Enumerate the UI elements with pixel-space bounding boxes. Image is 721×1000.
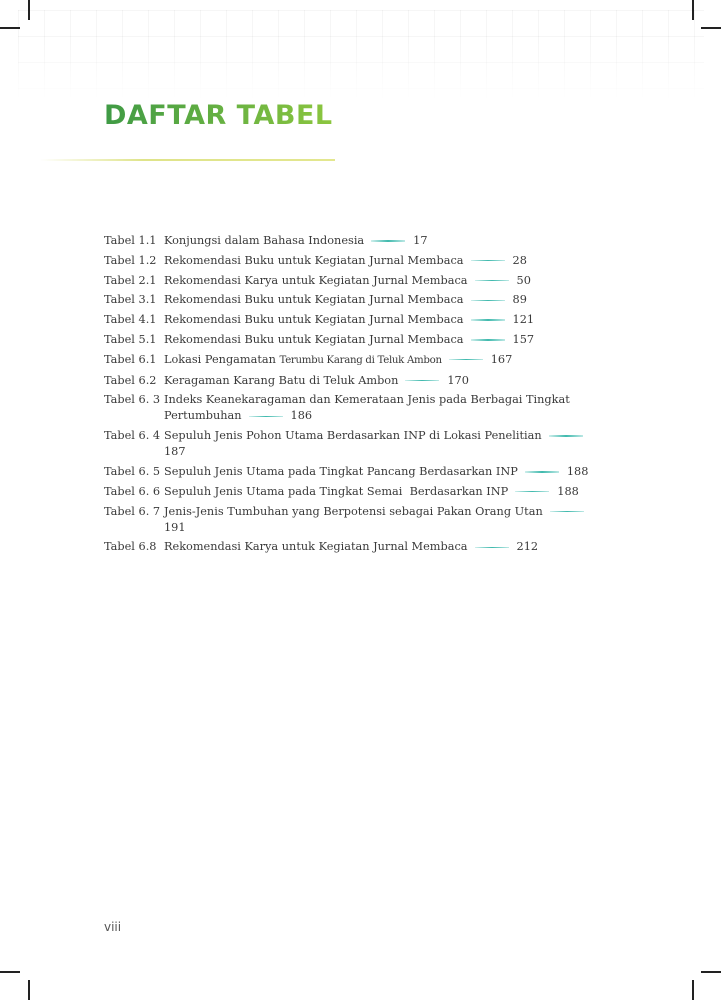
page-ref: 17 [413, 234, 428, 247]
table-number: Tabel 4.1 [104, 313, 157, 327]
table-caption [164, 392, 604, 424]
crop-mark-bottom-right-horizontal [701, 971, 721, 973]
table-number: Tabel 1.1 [104, 234, 157, 247]
list-item[interactable] [104, 312, 604, 328]
list-item[interactable] [104, 332, 604, 348]
table-caption [164, 484, 604, 500]
list-item[interactable] [104, 292, 604, 308]
page-ref: 188 [557, 484, 579, 498]
page-ref: 50 [516, 273, 531, 287]
table-number: Tabel 1.2 [104, 253, 157, 267]
crop-mark-bottom-right-vertical [692, 980, 694, 1000]
caption-text: Rekomendasi Buku untuk Kegiatan Jurnal Membaca [164, 332, 464, 346]
caption-text: Sepuluh Jenis Utama pada Tingkat Semai Berdasarkan INP [164, 484, 509, 498]
leader-line [371, 240, 405, 241]
table-number: Tabel 6. 4 [104, 429, 161, 443]
crop-mark-top-right-horizontal [701, 27, 721, 29]
table-number: Tabel 6. 6 [104, 484, 161, 498]
table-caption [164, 352, 604, 369]
leader-line [549, 435, 583, 436]
list-item[interactable] [104, 273, 604, 289]
caption-text: Rekomendasi Karya untuk Kegiatan Jurnal Membaca [164, 540, 468, 554]
decorative-grid-header [18, 10, 704, 100]
caption-text-line2: Pertumbuhan [164, 409, 242, 423]
page-ref: 187 [164, 445, 186, 459]
leader-line [525, 471, 559, 472]
caption-text: Indeks Keanekaragaman dan Kemerataan Jenis pada Berbagai Tingkat [164, 393, 570, 407]
list-item[interactable] [104, 539, 604, 555]
table-number: Tabel 6. 3 [104, 393, 161, 407]
leader-line [449, 359, 483, 360]
table-of-tables-list [104, 233, 604, 559]
list-item[interactable] [104, 373, 604, 389]
list-item[interactable] [104, 253, 604, 269]
table-number: Tabel 6. 5 [104, 464, 161, 478]
leader-line [475, 547, 509, 548]
title-underline [40, 159, 335, 161]
page-title: DAFTAR TABEL [104, 100, 333, 131]
crop-mark-bottom-left-horizontal [0, 971, 20, 973]
list-item[interactable] [104, 352, 604, 369]
table-caption [164, 428, 604, 460]
table-number: Tabel 6. 7 [104, 504, 161, 518]
list-item[interactable] [104, 484, 604, 500]
leader-line [405, 380, 439, 381]
caption-text: Lokasi Pengamatan [164, 352, 276, 366]
table-caption [164, 312, 604, 328]
crop-mark-top-left-horizontal [0, 27, 20, 29]
caption-text: Sepuluh Jenis Utama pada Tingkat Pancang Berdasarkan INP [164, 464, 518, 478]
table-caption [164, 539, 604, 555]
table-caption [164, 504, 604, 536]
list-item[interactable] [104, 233, 604, 249]
caption-text: Jenis-Jenis Tumbuhan yang Berpotensi sebagai Pakan Orang Utan [164, 504, 543, 518]
page-ref: 167 [490, 352, 513, 366]
page-ref: 212 [516, 540, 539, 554]
caption-text-condensed: Terumbu Karang di Teluk Ambon [279, 354, 442, 366]
caption-text: Rekomendasi Karya untuk Kegiatan Jurnal Membaca [164, 273, 468, 287]
table-caption [164, 233, 604, 249]
list-item[interactable] [104, 392, 604, 424]
table-number: Tabel 5.1 [104, 332, 157, 346]
caption-text: Sepuluh Jenis Pohon Utama Berdasarkan INP di Lokasi Penelitian [164, 429, 542, 443]
page-ref: 170 [447, 373, 469, 387]
page-ref: 188 [566, 464, 589, 478]
leader-line [471, 339, 505, 340]
table-number: Tabel 2.1 [104, 273, 157, 287]
caption-text: Konjungsi dalam Bahasa Indonesia [164, 234, 365, 247]
table-caption [164, 373, 604, 389]
crop-mark-bottom-left-vertical [28, 980, 30, 1000]
caption-text: Keragaman Karang Batu di Teluk Ambon [164, 373, 399, 387]
table-number: Tabel 6.8 [104, 540, 157, 554]
leader-line [515, 491, 549, 492]
page-ref: 191 [164, 520, 186, 534]
page-ref: 28 [512, 253, 527, 267]
table-caption [164, 273, 604, 289]
table-caption [164, 332, 604, 348]
caption-text: Rekomendasi Buku untuk Kegiatan Jurnal Membaca [164, 313, 464, 327]
leader-line [550, 511, 584, 512]
list-item[interactable] [104, 464, 604, 480]
leader-line [471, 319, 505, 320]
list-item[interactable] [104, 428, 604, 460]
page-number: viii [104, 920, 122, 934]
caption-text: Rekomendasi Buku untuk Kegiatan Jurnal Membaca [164, 293, 464, 307]
table-caption [164, 464, 604, 480]
page-ref: 186 [290, 409, 313, 423]
table-number: Tabel 6.1 [104, 352, 157, 366]
table-caption [164, 253, 604, 269]
page-ref: 157 [512, 332, 535, 346]
table-number: Tabel 6.2 [104, 373, 157, 387]
page-ref: 89 [512, 293, 527, 307]
page-ref: 121 [512, 313, 535, 327]
table-caption [164, 292, 604, 308]
caption-text: Rekomendasi Buku untuk Kegiatan Jurnal Membaca [164, 253, 464, 267]
list-item[interactable] [104, 504, 604, 536]
leader-line [471, 260, 505, 261]
leader-line [471, 300, 505, 301]
table-number: Tabel 3.1 [104, 293, 157, 307]
leader-line [249, 416, 283, 417]
leader-line [475, 280, 509, 281]
